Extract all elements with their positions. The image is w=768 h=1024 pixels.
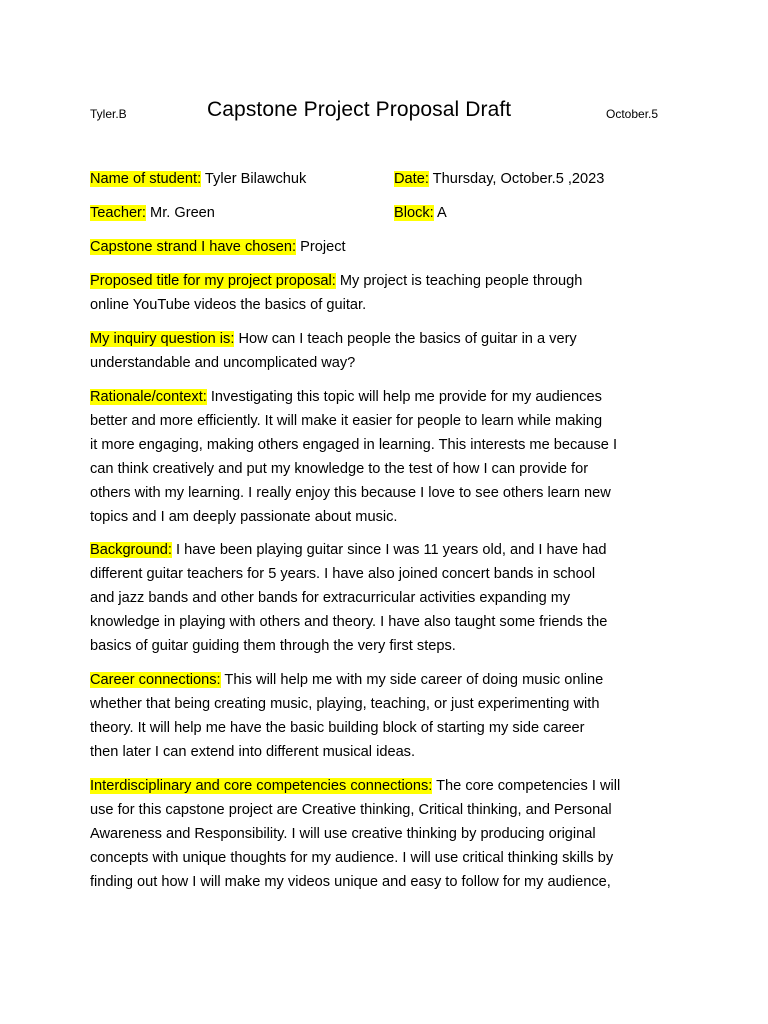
paragraph-line: The core competencies I will: [432, 778, 621, 794]
block-row: [394, 205, 447, 222]
author-short: Tyler.B: [90, 107, 127, 121]
paragraph-line: basics of guitar guiding them through the very first steps.: [90, 638, 456, 654]
block-label: Block:: [394, 205, 434, 221]
inquiry-paragraph: [90, 327, 690, 375]
paragraph-line: then later I can extend into different musical ideas.: [90, 744, 416, 760]
paragraph-line: How can I teach people the basics of guitar in a very: [234, 331, 577, 347]
student-name-row: [90, 171, 306, 188]
paragraph-line: different guitar teachers for 5 years. I have also joined concert bands in school: [90, 566, 596, 582]
strand-label: Capstone strand I have chosen:: [90, 239, 297, 255]
teacher-value: Mr. Green: [145, 205, 215, 221]
paragraph-line: concepts with unique thoughts for my audience. I will use critical thinking skills by: [90, 850, 614, 866]
competencies-label: Interdisciplinary and core competencies connections:: [90, 778, 433, 794]
paragraph-line: online YouTube videos the basics of guitar.: [90, 297, 367, 313]
header-date: October.5: [606, 107, 659, 121]
document-title: Capstone Project Proposal Draft: [207, 98, 512, 121]
strand-value: Project: [296, 239, 346, 255]
paragraph-line: My project is teaching people through: [335, 273, 583, 289]
background-label: Background:: [90, 542, 172, 558]
paragraph-line: whether that being creating music, playing, teaching, or just experimenting with: [90, 696, 600, 712]
proposed-title-label: Proposed title for my project proposal:: [90, 273, 336, 289]
paragraph-line: better and more efficiently. It will make it easier for people to learn while making: [90, 413, 603, 429]
date-label: Date:: [394, 171, 429, 187]
date-value: Thursday, October.5 ,2023: [428, 171, 605, 187]
date-row: [394, 171, 604, 188]
paragraph-line: Investigating this topic will help me provide for my audiences: [206, 389, 602, 405]
paragraph-line: use for this capstone project are Creative thinking, Critical thinking, and Personal: [90, 802, 612, 818]
rationale-label: Rationale/context:: [90, 389, 207, 405]
student-name-label: Name of student:: [90, 171, 202, 187]
block-value: A: [433, 205, 447, 221]
paragraph-line: understandable and uncomplicated way?: [90, 355, 356, 371]
paragraph-line: and jazz bands and other bands for extracurricular activities expanding my: [90, 590, 571, 606]
career-paragraph: [90, 668, 690, 764]
competencies-paragraph: [90, 774, 690, 894]
paragraph-line: I have been playing guitar since I was 11 years old, and I have had: [171, 542, 607, 558]
inquiry-label: My inquiry question is:: [90, 331, 235, 347]
paragraph-line: Awareness and Responsibility. I will use creative thinking by producing original: [90, 826, 596, 842]
paragraph-line: finding out how I will make my videos unique and easy to follow for my audience,: [90, 874, 611, 890]
career-label: Career connections:: [90, 672, 221, 688]
proposed-title-paragraph: [90, 269, 690, 317]
paragraph-line: theory. It will help me have the basic building block of starting my side career: [90, 720, 585, 736]
teacher-row: [90, 205, 215, 222]
student-name-value: Tyler Bilawchuk: [201, 171, 307, 187]
paragraph-line: others with my learning. I really enjoy this because I love to see others learn new: [90, 485, 611, 501]
strand-row: [90, 239, 346, 256]
paragraph-line: This will help me with my side career of doing music online: [220, 672, 604, 688]
paragraph-line: topics and I am deeply passionate about music.: [90, 509, 398, 525]
paragraph-line: knowledge in playing with others and theory. I have also taught some friends the: [90, 614, 608, 630]
teacher-label: Teacher:: [90, 205, 146, 221]
paragraph-line: it more engaging, making others engaged in learning. This interests me because I: [90, 437, 618, 453]
background-paragraph: [90, 538, 690, 658]
paragraph-line: can think creatively and put my knowledge to the test of how I can provide for: [90, 461, 589, 477]
rationale-paragraph: [90, 385, 690, 529]
